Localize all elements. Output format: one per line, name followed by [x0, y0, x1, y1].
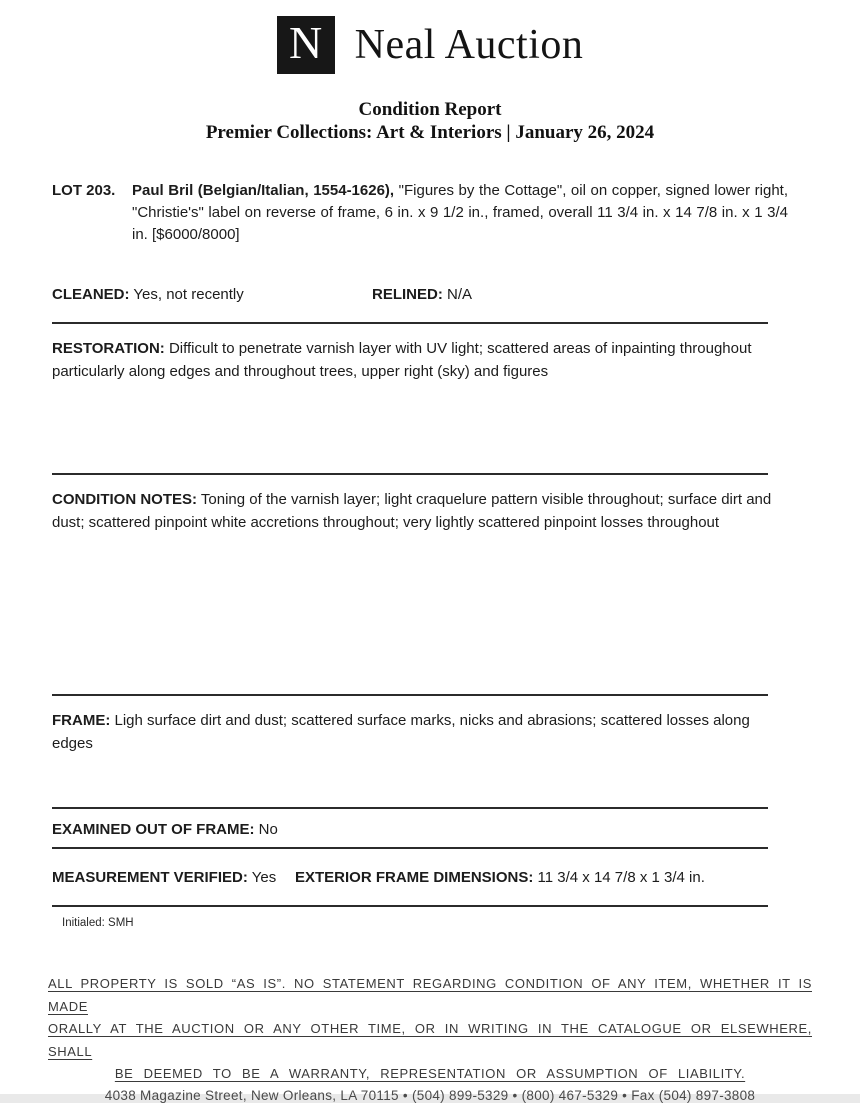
neal-auction-logo	[0, 0, 860, 74]
frame-field	[52, 710, 788, 755]
frame-label: FRAME:	[52, 712, 111, 729]
cleaned-label: CLEANED:	[52, 286, 130, 303]
cleaned-field	[52, 286, 372, 304]
frame-value: Ligh surface dirt and dust; scattered surface marks, nicks and abrasions; scattered losses along edges	[52, 712, 750, 752]
divider	[52, 322, 768, 324]
divider	[52, 473, 768, 475]
exterior-frame-dimensions-label: EXTERIOR FRAME DIMENSIONS:	[295, 869, 534, 886]
restoration-field	[52, 338, 788, 383]
footer-address: 4038 Magazine Street, New Orleans, LA 70115 • (504) 899-5329 • (800) 467-5329 • Fax (504) 897-3808	[104, 1087, 756, 1103]
measurement-verified-label: MEASUREMENT VERIFIED:	[52, 869, 248, 886]
relined-label: RELINED:	[372, 286, 443, 303]
lot-number: LOT 203.	[52, 182, 116, 199]
divider	[52, 694, 768, 696]
measurement-verified-field	[52, 869, 295, 887]
examined-value: No	[258, 821, 278, 838]
cleaned-relined-row	[52, 286, 788, 304]
measurement-row	[52, 869, 788, 887]
condition-notes-label: CONDITION NOTES:	[52, 491, 197, 508]
logo-monogram-letter: N	[288, 17, 323, 68]
exterior-frame-dimensions-field	[295, 869, 705, 887]
exterior-frame-dimensions-value: 11 3/4 x 14 7/8 x 1 3/4 in.	[537, 869, 705, 886]
divider	[52, 807, 768, 809]
lot-description-text: "Figures by the Cottage", oil on copper, signed lower right, "Christie's" label on reverse of frame, 6 in. x 9 1/2 in., framed, overall 11 3/4 in. x 14 7/8 in. x 1 3/4 in. [$6000/8000]	[132, 182, 788, 243]
condition-notes-field	[52, 489, 788, 534]
relined-field	[372, 286, 472, 304]
restoration-label: RESTORATION:	[52, 340, 165, 357]
condition-notes-value: Toning of the varnish layer; light craquelure pattern visible throughout; surface dirt and dust; scattered pinpoint white accretions throughout; very lightly scattered pinpoint losses throughout	[52, 491, 772, 531]
logo-monogram-icon	[277, 16, 335, 74]
divider	[52, 905, 768, 907]
examined-label: EXAMINED OUT OF FRAME:	[52, 821, 255, 838]
report-subtitle: Premier Collections: Art & Interiors | January 26, 2024	[205, 122, 655, 143]
cleaned-value: Yes, not recently	[133, 286, 244, 303]
logo-name: Neal Auction	[354, 22, 584, 68]
restoration-value: Difficult to penetrate varnish layer with UV light; scattered areas of inpainting throughout particularly along edges and throughout trees, upper right (sky) and figures	[52, 340, 752, 380]
relined-value: N/A	[447, 286, 473, 303]
lot-description	[132, 180, 788, 246]
report-heading	[0, 98, 860, 144]
report-title: Condition Report	[358, 99, 502, 120]
initialed-note: Initialed: SMH	[62, 917, 134, 929]
examined-out-of-frame-field	[52, 821, 788, 839]
disclaimer-line: ALL PROPERTY IS SOLD “AS IS”. NO STATEMENT REGARDING CONDITION OF ANY ITEM, WHETHER IT IS MADE	[48, 976, 812, 1014]
disclaimer-line: ORALLY AT THE AUCTION OR ANY OTHER TIME, OR IN WRITING IN THE CATALOGUE OR ELSEWHERE, SHALL	[48, 1021, 812, 1059]
divider	[52, 847, 768, 849]
measurement-verified-value: Yes	[251, 869, 277, 886]
report-body	[0, 180, 860, 929]
lot-entry	[52, 180, 788, 246]
report-footer	[0, 973, 860, 1103]
lot-artist: Paul Bril (Belgian/Italian, 1554-1626),	[132, 182, 395, 199]
disclaimer-line: BE DEEMED TO BE A WARRANTY, REPRESENTATION OR ASSUMPTION OF LIABILITY.	[114, 1066, 746, 1081]
